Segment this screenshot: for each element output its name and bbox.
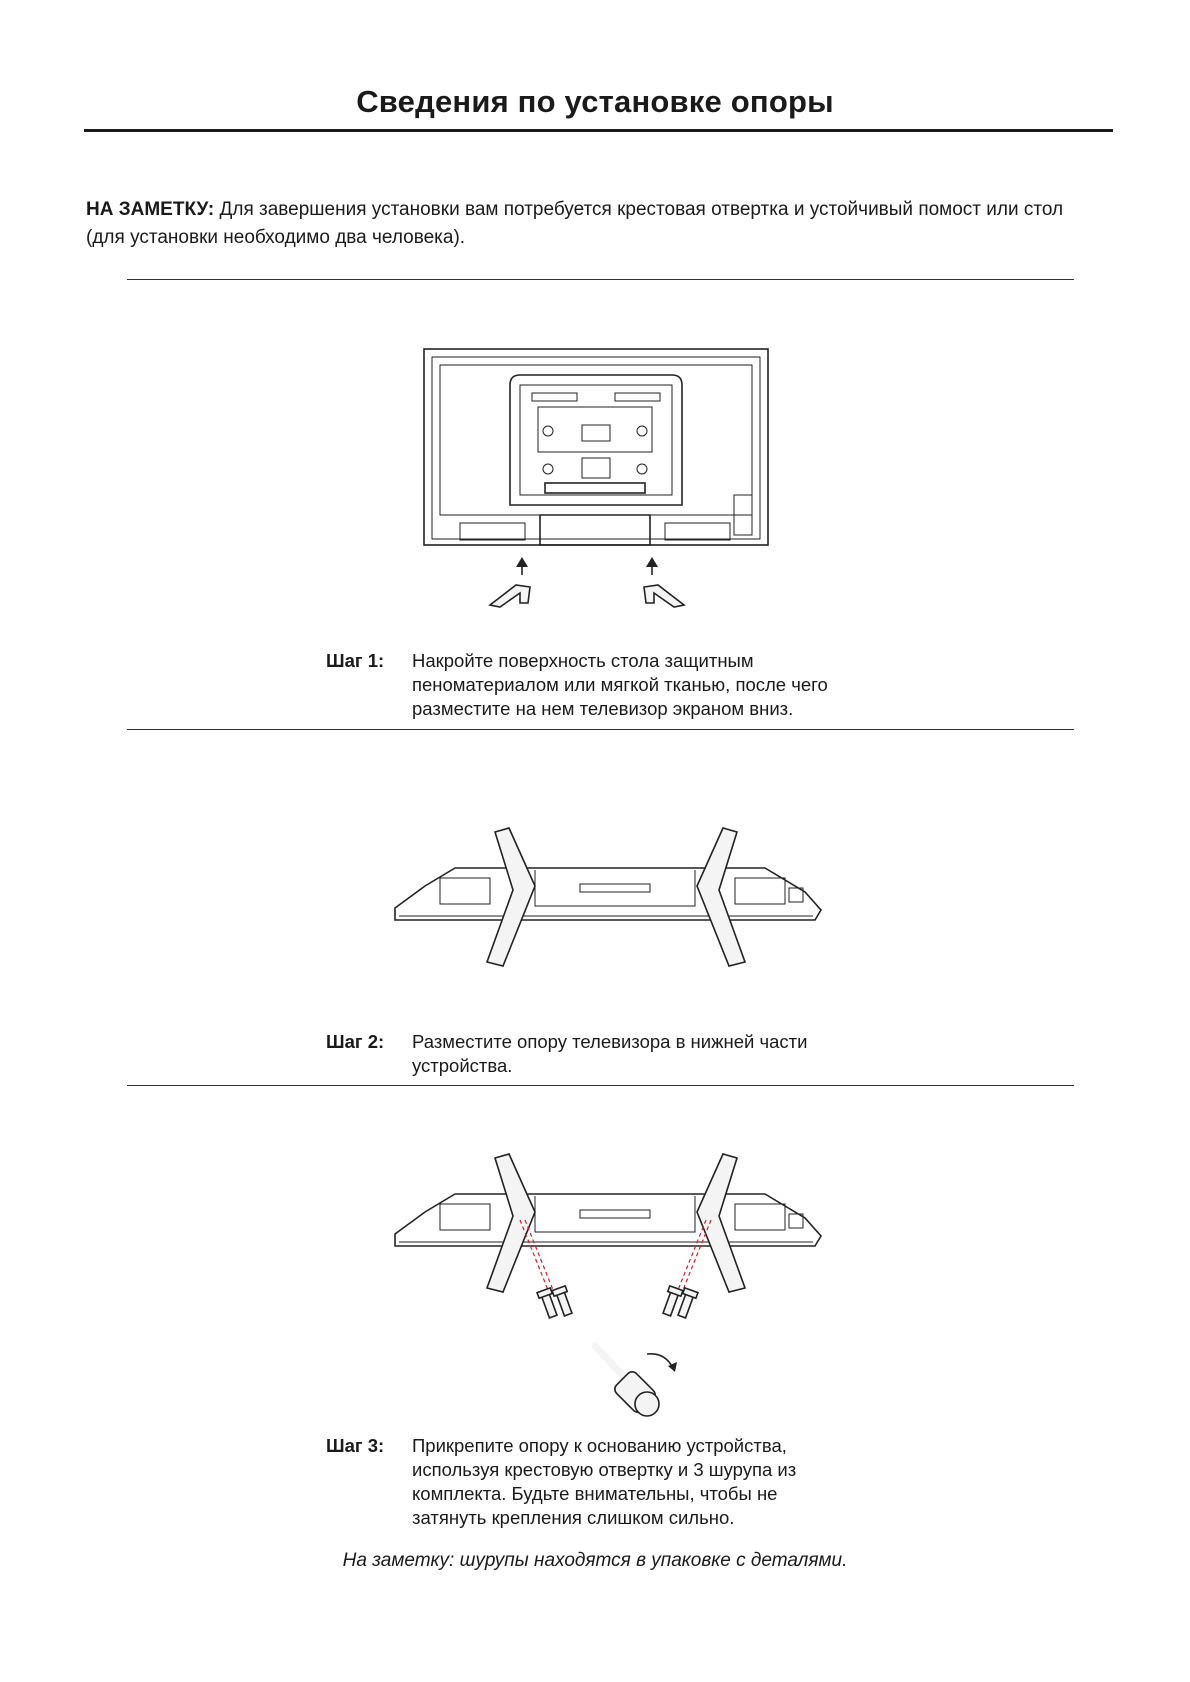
step-1-label: Шаг 1: xyxy=(326,650,385,671)
step-3-line: комплекта. Будьте внимательны, чтобы не xyxy=(412,1483,778,1504)
step-1-line: Накройте поверхность стола защитным xyxy=(412,650,754,671)
note-text: Для завершения установки вам потребуется крестовая отвертка и устойчивый помост или стол (для установки необходимо два человека). xyxy=(86,199,1064,248)
step-2-line: устройства. xyxy=(412,1055,513,1076)
step-2-line: Разместите опору телевизора в нижней части xyxy=(412,1031,808,1052)
step-3-line: используя крестовую отвертку и 3 шурупа из xyxy=(412,1459,797,1480)
step-1-text xyxy=(412,649,882,721)
step-3-label: Шаг 3: xyxy=(326,1435,385,1456)
title-divider xyxy=(84,129,1113,132)
page-title: Сведения по установке опоры xyxy=(356,84,834,119)
stand-attachment-illustration xyxy=(385,1152,845,1422)
section-divider-1 xyxy=(127,279,1074,280)
note-label: НА ЗАМЕТКУ: xyxy=(86,199,215,220)
tv-bottom-stand-illustration xyxy=(385,826,845,976)
step-2-label: Шаг 2: xyxy=(326,1031,385,1052)
section-divider-2 xyxy=(127,729,1074,730)
step-2-text xyxy=(412,1030,882,1078)
step-1-line: разместите на нем телевизор экраном вниз. xyxy=(412,698,794,719)
tv-back-illustration xyxy=(420,345,780,615)
screws-footnote: На заметку: шурупы находятся в упаковке с деталями. xyxy=(342,1550,848,1571)
installation-note xyxy=(86,196,1106,252)
step-3-line: затянуть крепления слишком сильно. xyxy=(412,1507,735,1528)
step-1-line: пеноматериалом или мягкой тканью, после чего xyxy=(412,674,828,695)
step-3-text xyxy=(412,1434,882,1530)
step-3-line: Прикрепите опору к основанию устройства, xyxy=(412,1435,787,1456)
section-divider-3 xyxy=(127,1085,1074,1086)
